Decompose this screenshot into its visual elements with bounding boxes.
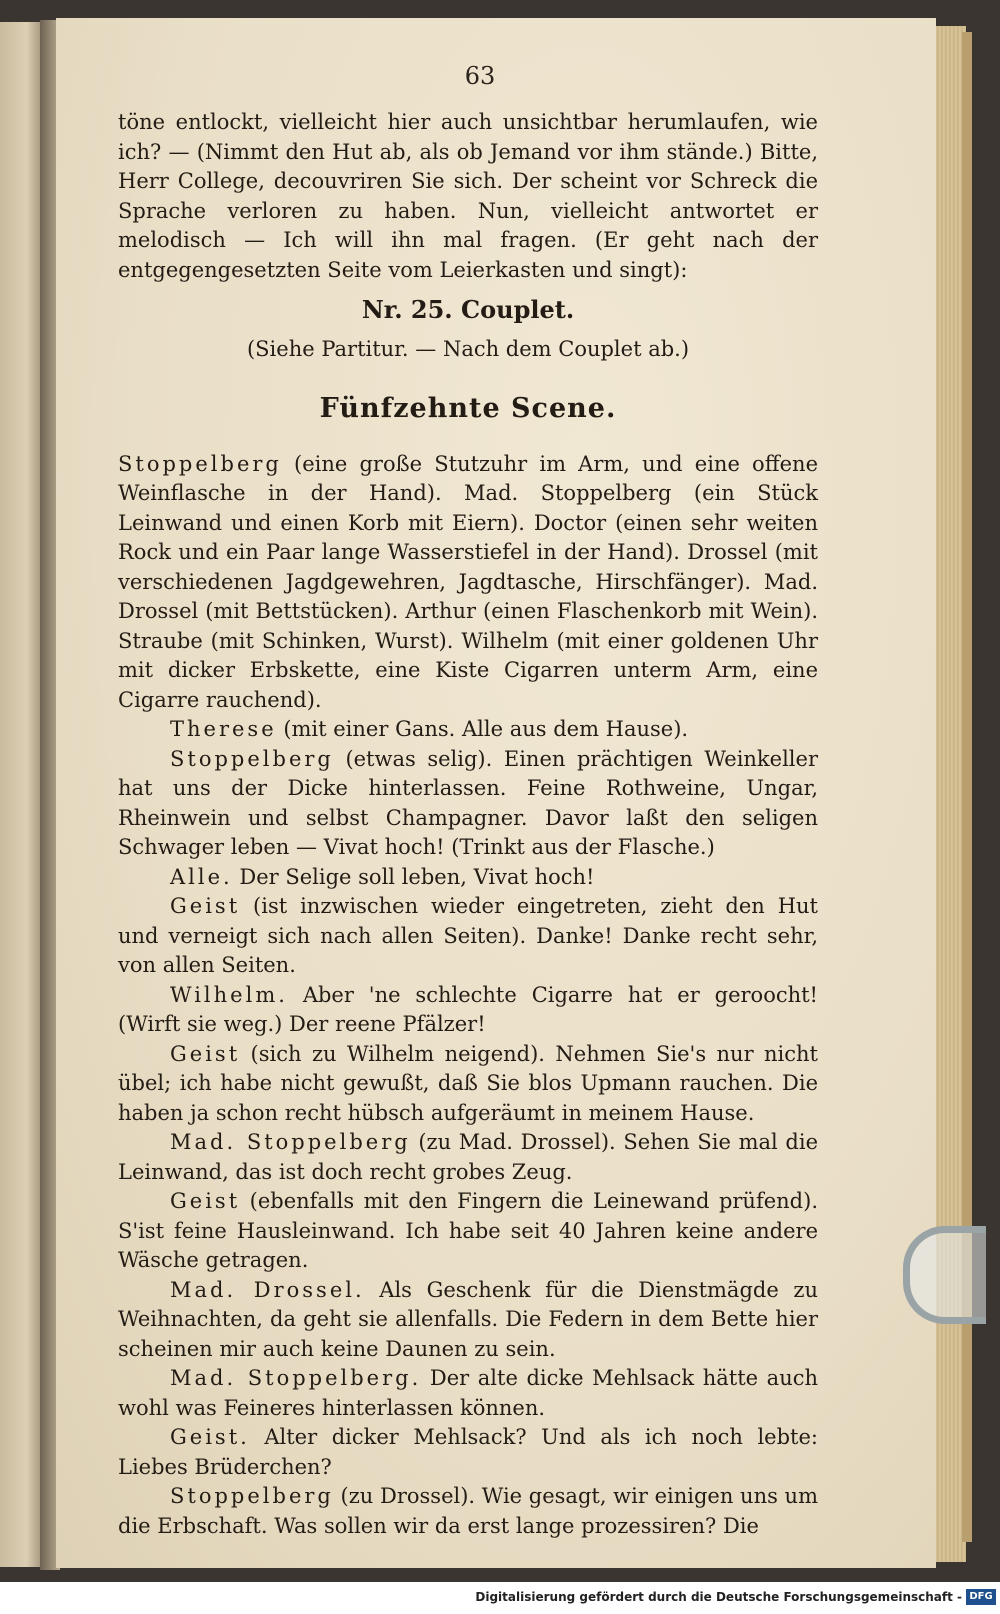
speaker-name: Therese <box>170 717 277 741</box>
dialogue-text: Aber 'ne schlechte Cigarre hat er geroocht! (Wirft sie weg.) Der reene Pfälzer! <box>118 982 818 1036</box>
couplet-heading: Nr. 25. Couplet. <box>361 295 575 324</box>
dialogue-text: (ebenfalls mit den Fingern die Leinewand prüfend). S'ist feine Hausleinwand. Ich habe seit 40 Jahren keine andere Wäsche getragen. <box>118 1189 818 1272</box>
couplet-note: (Siehe Partitur. — Nach dem Couplet ab.) <box>246 336 690 361</box>
dialogue-text: (mit einer Gans. Alle aus dem Hause). <box>276 717 689 741</box>
dialogue-paragraph <box>118 1364 818 1423</box>
dialogue-text: Der alte dicke Mehlsack hätte auch wohl was Feineres hinterlassen können. <box>118 1366 819 1420</box>
footer-credit: Digitalisierung gefördert durch die Deutsche Forschungsgemeinschaft - <box>475 1590 962 1604</box>
speaker-name: Mad. Stoppelberg. <box>170 1366 422 1390</box>
dialogue-paragraph <box>118 715 818 745</box>
page-number: 63 <box>464 62 496 90</box>
speaker-name: Alle. <box>170 864 233 889</box>
dialogue-text: (zu Mad. Drossel). Sehen Sie mal die Leinwand, das ist doch recht grobes Zeug. <box>118 1130 818 1184</box>
dialogue-text: (eine große Stutzuhr im Arm, und eine offene Weinflasche in der Hand). Mad. Stoppelberg (ein Stück Leinwand und einen Korb mit Eiern). Doctor (einen sehr weiten Rock und ein Paar lange Wasserstiefel in der Hand). Drossel (mit verschiedenen Jagdgewehren, Jagdtasche, Hirschfänger). Mad. Drossel (mit Bettstücken). Arthur (einen Flaschenkorb mit Wein). Straube (mit Schinken, Wurst). Wilhelm (mit einer goldenen Uhr mit dicker Erbskette, eine Kiste Cigarren unterm Arm, eine Cigarre rauchend). <box>118 451 818 712</box>
speaker-name: Geist. <box>170 1425 250 1449</box>
dialogue-text: (etwas selig). Einen prächtigen Weinkeller hat uns der Dicke hinterlassen. Feine Rothweine, Ungar, Rheinwein und selbst Champagner. Davor laßt den seligen Schwager leben — Vivat hoch! (Trinkt aus der Flasche.) <box>118 746 818 859</box>
dialogue-paragraph <box>118 450 818 716</box>
dialogue-text: (zu Drossel). Wie gesagt, wir einigen uns um die Erbschaft. Was sollen wir da erst lange prozessiren? Die <box>118 1484 818 1538</box>
speaker-name: Stoppelberg <box>118 451 282 476</box>
dialogue-text: Als Geschenk für die Dienstmägde zu Weihnachten, da geht sie allenfalls. Die Federn in dem Bette hier scheinen mir auch keine Daunen zu sein. <box>118 1277 818 1361</box>
left-page-edge <box>0 22 44 1567</box>
speaker-name: Geist <box>170 894 241 918</box>
intro-paragraph: töne entlockt, vielleicht hier auch unsichtbar herumlaufen, wie ich? — (Nimmt den Hut ab, als ob Jemand vor ihm stände.) Bitte, Herr College, decouvriren Sie sich. Der scheint vor Schreck die Sprache verloren zu haben. Nun, vielleicht antwortet er melodisch — Ich will ihn mal fragen. (Er geht nach der entgegengesetzten Seite vom Leierkasten und singt): <box>118 110 818 282</box>
dialogue-text: Der Selige soll leben, Vivat hoch! <box>232 864 595 889</box>
paper-clip <box>903 1226 986 1324</box>
dialogue-paragraph <box>118 863 818 893</box>
speaker-name: Geist <box>170 1041 241 1066</box>
speaker-name: Geist <box>170 1189 241 1213</box>
dialogue-text: (ist inzwischen wieder eingetreten, zieht den Hut und verneigt sich nach allen Seiten). Danke! Danke recht sehr, von allen Seiten. <box>118 894 818 977</box>
dialogue-paragraph <box>118 1423 818 1482</box>
speaker-name: Mad. Stoppelberg <box>170 1130 411 1154</box>
speaker-name: Stoppelberg <box>170 1484 334 1508</box>
dialogue-paragraph <box>118 981 818 1040</box>
dialogue-text: Alter dicker Mehlsack? Und als ich noch lebte: Liebes Brüderchen? <box>118 1425 818 1479</box>
page-text <box>118 108 818 1541</box>
dialogue-paragraph <box>118 1040 818 1129</box>
scene-title: Fünfzehnte Scene. <box>319 393 617 424</box>
dfg-logo: DFG <box>966 1589 996 1605</box>
speaker-name: Wilhelm. <box>170 982 288 1007</box>
dialogue-text: (sich zu Wilhelm neigend). Nehmen Sie's nur nicht übel; ich habe nicht gewußt, daß Sie blos Upmann rauchen. Die haben ja schon recht hübsch aufgeräumt in meinem Hause. <box>118 1041 818 1125</box>
speaker-name: Mad. Drossel. <box>170 1277 365 1302</box>
dialogue-paragraph <box>118 1187 818 1276</box>
dialogue-paragraph <box>118 1482 818 1541</box>
dialogue-paragraph <box>118 1128 818 1187</box>
scene-paragraphs <box>118 450 818 1542</box>
speaker-name: Stoppelberg <box>170 746 334 771</box>
dialogue-paragraph <box>118 1276 818 1365</box>
dialogue-paragraph <box>118 745 818 863</box>
dialogue-paragraph <box>118 892 818 981</box>
